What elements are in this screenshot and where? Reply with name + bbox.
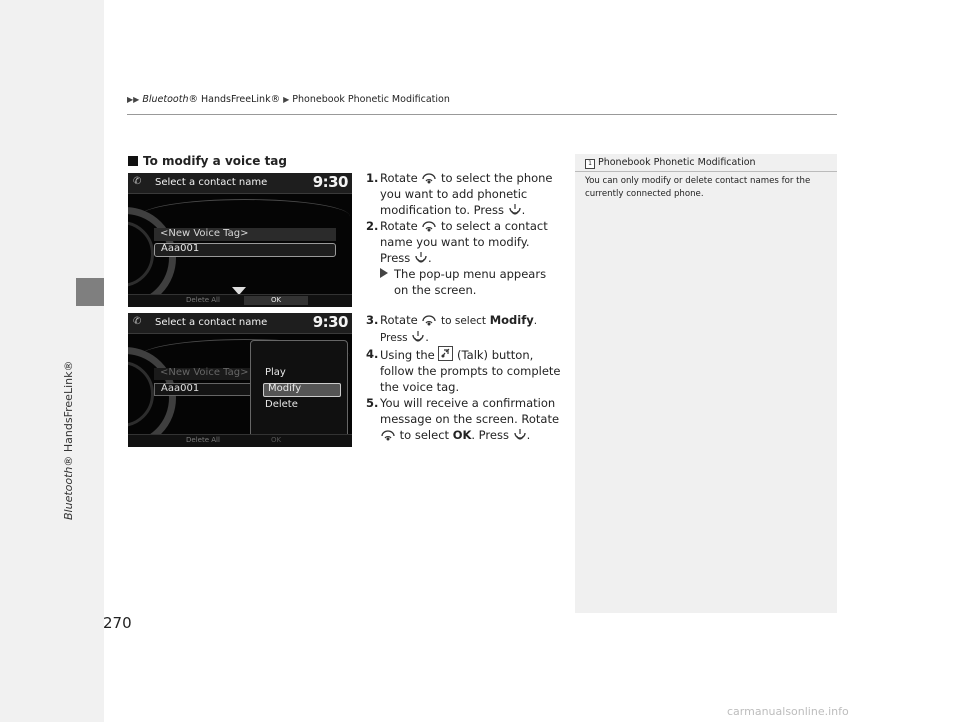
screen-clock: 9:30 <box>312 173 348 191</box>
popup-menu <box>250 340 348 438</box>
side-note-heading: 1 Phonebook Phonetic Modification <box>585 157 756 169</box>
header-rule <box>127 114 837 115</box>
ok-button[interactable]: OK <box>270 436 282 444</box>
breadcrumb-arrow-icon: ▶▶ <box>127 95 140 104</box>
press-dial-icon <box>508 204 522 216</box>
step-2-result: The pop-up menu appears on the screen. <box>366 266 562 298</box>
instruction-steps <box>366 170 562 443</box>
press-dial-icon <box>414 252 428 264</box>
screen-title-bar <box>128 173 352 194</box>
step-5: 5. You will receive a confirmation message on the screen. Rotate to select OK. Press . <box>366 396 560 442</box>
breadcrumb-arrow-icon: ▶ <box>283 95 290 104</box>
note-badge-icon: 1 <box>585 159 595 169</box>
screen-title-bar <box>128 313 352 334</box>
page-number: 270 <box>103 614 132 632</box>
screen-footer <box>128 434 352 447</box>
watermark: carmanualsonline.info <box>727 705 849 718</box>
interface-dial-icon <box>421 172 437 184</box>
screen-title: Select a contact name <box>155 317 268 328</box>
section-heading: To modify a voice tag <box>128 154 287 168</box>
interface-dial-icon <box>380 429 396 441</box>
list-item-new-voice-tag[interactable]: <New Voice Tag> <box>154 368 254 380</box>
step-2: 2. Rotate to select a contact name you want to modify. Press . <box>366 219 548 265</box>
step-4: 4. Using the (Talk) button, follow the prompts to complete the voice tag. <box>366 347 561 394</box>
list-item-new-voice-tag[interactable]: <New Voice Tag> <box>154 228 336 241</box>
section-tab-marker <box>76 278 104 306</box>
phone-icon: ✆ <box>133 316 142 327</box>
delete-all-button[interactable]: Delete All <box>186 296 220 304</box>
press-dial-icon <box>513 429 527 441</box>
square-bullet-icon <box>128 156 138 166</box>
list-item-aaa001[interactable]: Aaa001 <box>154 243 336 257</box>
nav-screenshot-2 <box>128 313 352 447</box>
sidebar-chapter-label: Bluetooth® HandsFreeLink® <box>62 360 75 520</box>
result-arrow-icon <box>380 268 388 278</box>
side-note <box>575 154 837 613</box>
nav-screenshot-1 <box>128 173 352 307</box>
menu-item-modify[interactable]: Modify <box>263 383 341 397</box>
list-item-aaa001[interactable]: Aaa001 <box>154 383 252 396</box>
screen-footer <box>128 294 352 307</box>
press-dial-icon <box>411 331 425 343</box>
screen-clock: 9:30 <box>312 313 348 331</box>
sidebar <box>0 0 104 722</box>
menu-item-play[interactable]: Play <box>265 367 286 378</box>
talk-button-icon <box>438 346 453 361</box>
breadcrumb-part1: Bluetooth <box>142 94 189 105</box>
interface-dial-icon <box>421 314 437 326</box>
step-3: 3. Rotate to select Modify. Press . <box>366 313 538 344</box>
breadcrumb: ▶▶ Bluetooth® HandsFreeLink® ▶ Phonebook Phonetic Modification <box>127 94 450 105</box>
menu-item-delete[interactable]: Delete <box>265 399 298 410</box>
screen-title: Select a contact name <box>155 177 268 188</box>
interface-dial-icon <box>421 220 437 232</box>
ok-button[interactable]: OK <box>244 296 308 305</box>
phone-icon: ✆ <box>133 176 142 187</box>
delete-all-button[interactable]: Delete All <box>186 436 220 444</box>
side-note-text: You can only modify or delete contact names for the currently connected phone. <box>585 176 811 199</box>
breadcrumb-part2: Phonebook Phonetic Modification <box>292 94 450 105</box>
step-1: 1. Rotate to select the phone you want to add phonetic modification to. Press . <box>366 171 553 217</box>
